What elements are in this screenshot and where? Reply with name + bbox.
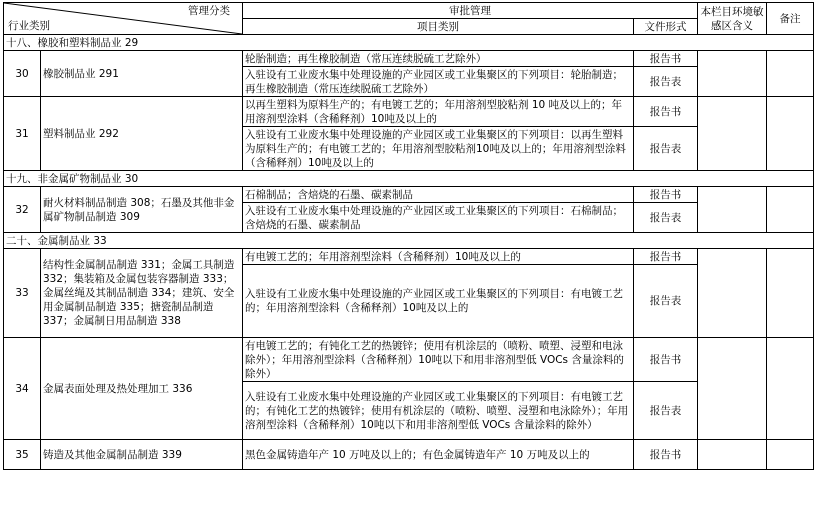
file-form: 报告书 bbox=[634, 51, 698, 67]
header-diagonal-cell bbox=[4, 3, 243, 35]
row-number: 34 bbox=[4, 338, 41, 440]
remark-cell bbox=[767, 187, 814, 233]
file-form: 报告书 bbox=[634, 338, 698, 382]
file-form: 报告表 bbox=[634, 127, 698, 171]
remark-cell bbox=[767, 440, 814, 470]
env-sensitive-cell bbox=[698, 187, 767, 233]
env-sensitive-cell bbox=[698, 338, 767, 440]
row-number: 32 bbox=[4, 187, 41, 233]
project-description: 入驻设有工业废水集中处理设施的产业园区或工业集聚区的下列项目：以再生塑料为原料生产的；有电镀工艺的；年用溶剂型胶粘剂10吨及以上的；年用溶剂型涂料（含稀释剂）10吨及以上的 bbox=[243, 127, 634, 171]
project-description: 黑色金属铸造年产 10 万吨及以上的；有色金属铸造年产 10 万吨及以上的 bbox=[243, 440, 634, 470]
env-sensitive-cell bbox=[698, 51, 767, 97]
industry-category: 塑料制品业 292 bbox=[41, 97, 243, 171]
header-file-form: 文件形式 bbox=[634, 19, 698, 35]
file-form: 报告表 bbox=[634, 265, 698, 338]
project-description: 以再生塑料为原料生产的；有电镀工艺的；年用溶剂型胶粘剂 10 吨及以上的；年用溶剂型涂料（含稀释剂）10吨及以上的 bbox=[243, 97, 634, 127]
industry-category: 结构性金属制品制造 331；金属工具制造 332；集装箱及金属包装容器制造 333；金属丝绳及其制品制造 334；建筑、安全用金属制品制造 335；搪瓷制品制造 337；金属制日用品制造 338 bbox=[41, 249, 243, 338]
project-description: 石棉制品；含焙烧的石墨、碳素制品 bbox=[243, 187, 634, 203]
industry-category: 橡胶制品业 291 bbox=[41, 51, 243, 97]
project-description: 有电镀工艺的；有钝化工艺的热镀锌；使用有机涂层的（喷粉、喷塑、浸塑和电泳除外）；年用溶剂型涂料（含稀释剂）10吨以下和用非溶剂型低 VOCs 含量涂料的除外） bbox=[243, 338, 634, 382]
industry-category: 金属表面处理及热处理加工 336 bbox=[41, 338, 243, 440]
row-number: 30 bbox=[4, 51, 41, 97]
file-form: 报告表 bbox=[634, 203, 698, 233]
eia-classification-table bbox=[3, 2, 814, 470]
header-env-sensitive: 本栏目环境敏感区含义 bbox=[698, 3, 767, 35]
project-description: 有电镀工艺的；年用溶剂型涂料（含稀释剂）10吨及以上的 bbox=[243, 249, 634, 265]
row-number: 35 bbox=[4, 440, 41, 470]
env-sensitive-cell bbox=[698, 249, 767, 338]
header-mgmt-category: 管理分类 bbox=[188, 5, 230, 17]
industry-category: 耐火材料制品制造 308；石墨及其他非金属矿物制品制造 309 bbox=[41, 187, 243, 233]
project-description: 入驻设有工业废水集中处理设施的产业园区或工业集聚区的下列项目：有电镀工艺的；有钝化工艺的热镀锌；使用有机涂层的（喷粉、喷塑、浸塑和电泳除外）；年用溶剂型涂料（含稀释剂）10吨以下和用非溶剂型低 VOCs 含量涂料的除外） bbox=[243, 382, 634, 440]
file-form: 报告书 bbox=[634, 249, 698, 265]
env-sensitive-cell bbox=[698, 440, 767, 470]
file-form: 报告书 bbox=[634, 97, 698, 127]
remark-cell bbox=[767, 97, 814, 171]
remark-cell bbox=[767, 249, 814, 338]
project-description: 入驻设有工业废水集中处理设施的产业园区或工业集聚区的下列项目：轮胎制造；再生橡胶制造（常压连续脱硫工艺除外） bbox=[243, 67, 634, 97]
file-form: 报告书 bbox=[634, 187, 698, 203]
header-project-type: 项目类别 bbox=[243, 19, 634, 35]
row-number: 31 bbox=[4, 97, 41, 171]
file-form: 报告表 bbox=[634, 382, 698, 440]
project-description: 入驻设有工业废水集中处理设施的产业园区或工业集聚区的下列项目：有电镀工艺的；年用溶剂型涂料（含稀释剂）10吨及以上的 bbox=[243, 265, 634, 338]
file-form: 报告书 bbox=[634, 440, 698, 470]
section-title: 十九、非金属矿物制品业 30 bbox=[4, 171, 814, 187]
header-approval: 审批管理 bbox=[243, 3, 698, 19]
remark-cell bbox=[767, 338, 814, 440]
project-description: 轮胎制造；再生橡胶制造（常压连续脱硫工艺除外） bbox=[243, 51, 634, 67]
header-industry-category: 行业类别 bbox=[8, 20, 50, 32]
header-remark: 备注 bbox=[767, 3, 814, 35]
industry-category: 铸造及其他金属制品制造 339 bbox=[41, 440, 243, 470]
section-title: 二十、金属制品业 33 bbox=[4, 233, 814, 249]
row-number: 33 bbox=[4, 249, 41, 338]
project-description: 入驻设有工业废水集中处理设施的产业园区或工业集聚区的下列项目：石棉制品；含焙烧的石墨、碳素制品 bbox=[243, 203, 634, 233]
env-sensitive-cell bbox=[698, 97, 767, 171]
file-form: 报告表 bbox=[634, 67, 698, 97]
section-title: 十八、橡胶和塑料制品业 29 bbox=[4, 35, 814, 51]
remark-cell bbox=[767, 51, 814, 97]
